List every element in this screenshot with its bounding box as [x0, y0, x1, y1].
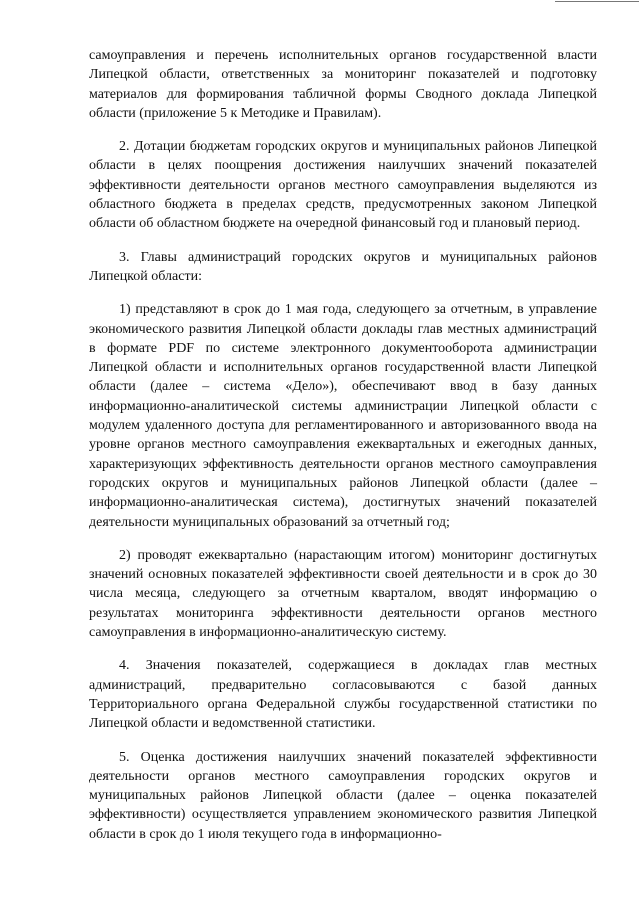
paragraph-3-item-1: 1) представляют в срок до 1 мая года, следующего за отчетным, в управление экономического развития Липецкой области доклады глав местных администраций в формате PDF по системе электронного документооборота администрации Липецкой области и исполнительных органов государственной власти Липецкой области (далее – система «Дело»), обеспечивают ввод в базу данных информационно-аналитической системы администрации Липецкой области с модулем удаленного доступа для регламентированного и авторизованного ввода на уровне органов местного самоуправления ежеквартальных и ежегодных данных, характеризующих эффективность деятельности органов местного самоуправления городских округов и муниципальных районов Липецкой области (далее – информационно-аналитическая система), достигнутых значений показателей деятельности муниципальных образований за отчетный год; — [89, 302, 597, 530]
paragraph-2: 2. Дотации бюджетам городских округов и муниципальных районов Липецкой области в целях поощрения достижения наилучших значений показателей эффективности деятельности органов местного самоуправления выделяются из областного бюджета в пределах средств, предусмотренных законом Липецкой области об областном бюджете на очередной финансовый год и плановый период. — [89, 139, 597, 232]
paragraph-3: 3. Главы администраций городских округов и муниципальных районов Липецкой области: — [89, 249, 597, 284]
document-page — [89, 46, 597, 844]
paragraph-5: 5. Оценка достижения наилучших значений показателей эффективности деятельности органов местного самоуправления городских округов и муниципальных районов Липецкой области (далее – оценка показателей эффективности) осуществляется управлением экономического развития Липецкой области в срок до 1 июля текущего года в информационно- — [89, 749, 597, 842]
header-rule — [555, 1, 639, 2]
paragraph-4: 4. Значения показателей, содержащиеся в докладах глав местных администраций, предварительно согласовываются с базой данных Территориального органа Федеральной службы государственной статистики по Липецкой области и ведомственной статистики. — [89, 658, 597, 732]
paragraph-continuation: самоуправления и перечень исполнительных органов государственной власти Липецкой области, ответственных за мониторинг показателей и подготовку материалов для формирования табличной формы Сводного доклада Липецкой области (приложение 5 к Методике и Правилам). — [89, 48, 597, 121]
paragraph-3-item-2: 2) проводят ежеквартально (нарастающим итогом) мониторинг достигнутых значений основных показателей эффективности своей деятельности и в срок до 30 числа месяца, следующего за отчетным кварталом, вводят информацию о результатах мониторинга эффективности деятельности органов местного самоуправления в информационно-аналитическую систему. — [89, 547, 597, 641]
